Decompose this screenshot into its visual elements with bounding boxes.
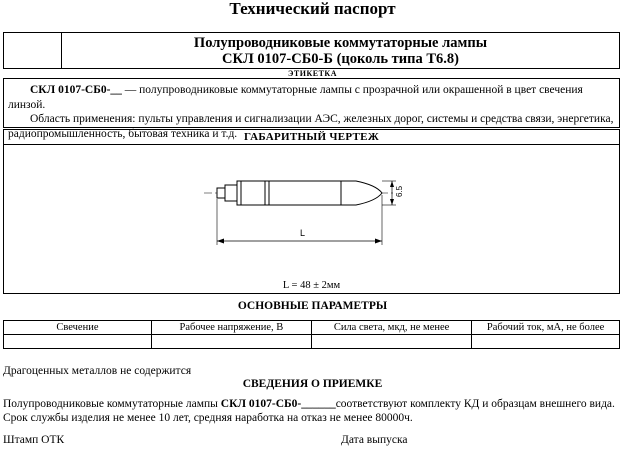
description-text1: — полупроводниковые коммутаторные лампы с прозрачной или окрашенной в цвет свечения линзой. — [8, 84, 583, 111]
header-logo-cell — [4, 33, 62, 68]
description-model: СКЛ 0107-СБ0-__ — [30, 84, 122, 96]
acceptance-title: СВЕДЕНИЯ О ПРИЕМКЕ — [242, 378, 383, 390]
header-title — [62, 35, 619, 67]
params-header-glow: Свечение — [4, 321, 152, 335]
acceptance-model: СКЛ 0107-СБ0-______ — [220, 398, 336, 410]
precious-metals-note: Драгоценных металлов не содержится — [3, 365, 192, 377]
params-header-current: Рабочий ток, мА, не более — [472, 321, 620, 335]
params-table — [3, 320, 620, 349]
params-header-row — [4, 321, 620, 335]
length-label: L — [300, 228, 306, 238]
header-box — [3, 32, 620, 69]
dimension-text: L = 48 ± 2мм — [282, 280, 341, 291]
acceptance-line1 — [3, 398, 621, 410]
acceptance-line2: Срок службы изделия не менее 10 лет, средняя наработка на отказ не менее 80000ч. — [3, 412, 413, 424]
params-value-current — [472, 335, 620, 349]
params-value-intensity — [311, 335, 471, 349]
header-line1: Полупроводниковые коммутаторные лампы — [193, 35, 488, 51]
document-title: Технический паспорт — [229, 0, 396, 18]
lamp-drawing — [4, 145, 618, 280]
diameter-label: 6.5 — [395, 185, 404, 197]
params-value-row — [4, 335, 620, 349]
params-header-voltage: Рабочее напряжение, В — [151, 321, 311, 335]
acceptance-text-after: соответствуют комплекту КД и образцам внешнего вида. — [335, 398, 615, 410]
stamp-label: Штамп ОТК — [3, 434, 65, 446]
label-tag: ЭТИКЕТКА — [287, 69, 338, 78]
acceptance-text-before: Полупроводниковые коммутаторные лампы — [3, 398, 221, 410]
params-header-intensity: Сила света, мкд, не менее — [311, 321, 471, 335]
header-line2: СКЛ 0107-СБ0-Б (цоколь типа Т6.8) — [221, 51, 459, 67]
drawing-title: ГАБАРИТНЫЙ ЧЕРТЕЖ — [4, 130, 619, 145]
description-text2: Область применения: пульты управления и сигнализации АЭС, железных дорог, системы и средства связи, энергетика, радиопромышленность, бытовая техника и т.д. — [8, 113, 614, 140]
params-value-voltage — [151, 335, 311, 349]
params-value-glow — [4, 335, 152, 349]
description-line1 — [8, 83, 615, 112]
release-date-label: Дата выпуска — [341, 434, 408, 446]
params-title: ОСНОВНЫЕ ПАРАМЕТРЫ — [237, 300, 388, 312]
drawing-box — [3, 129, 620, 294]
